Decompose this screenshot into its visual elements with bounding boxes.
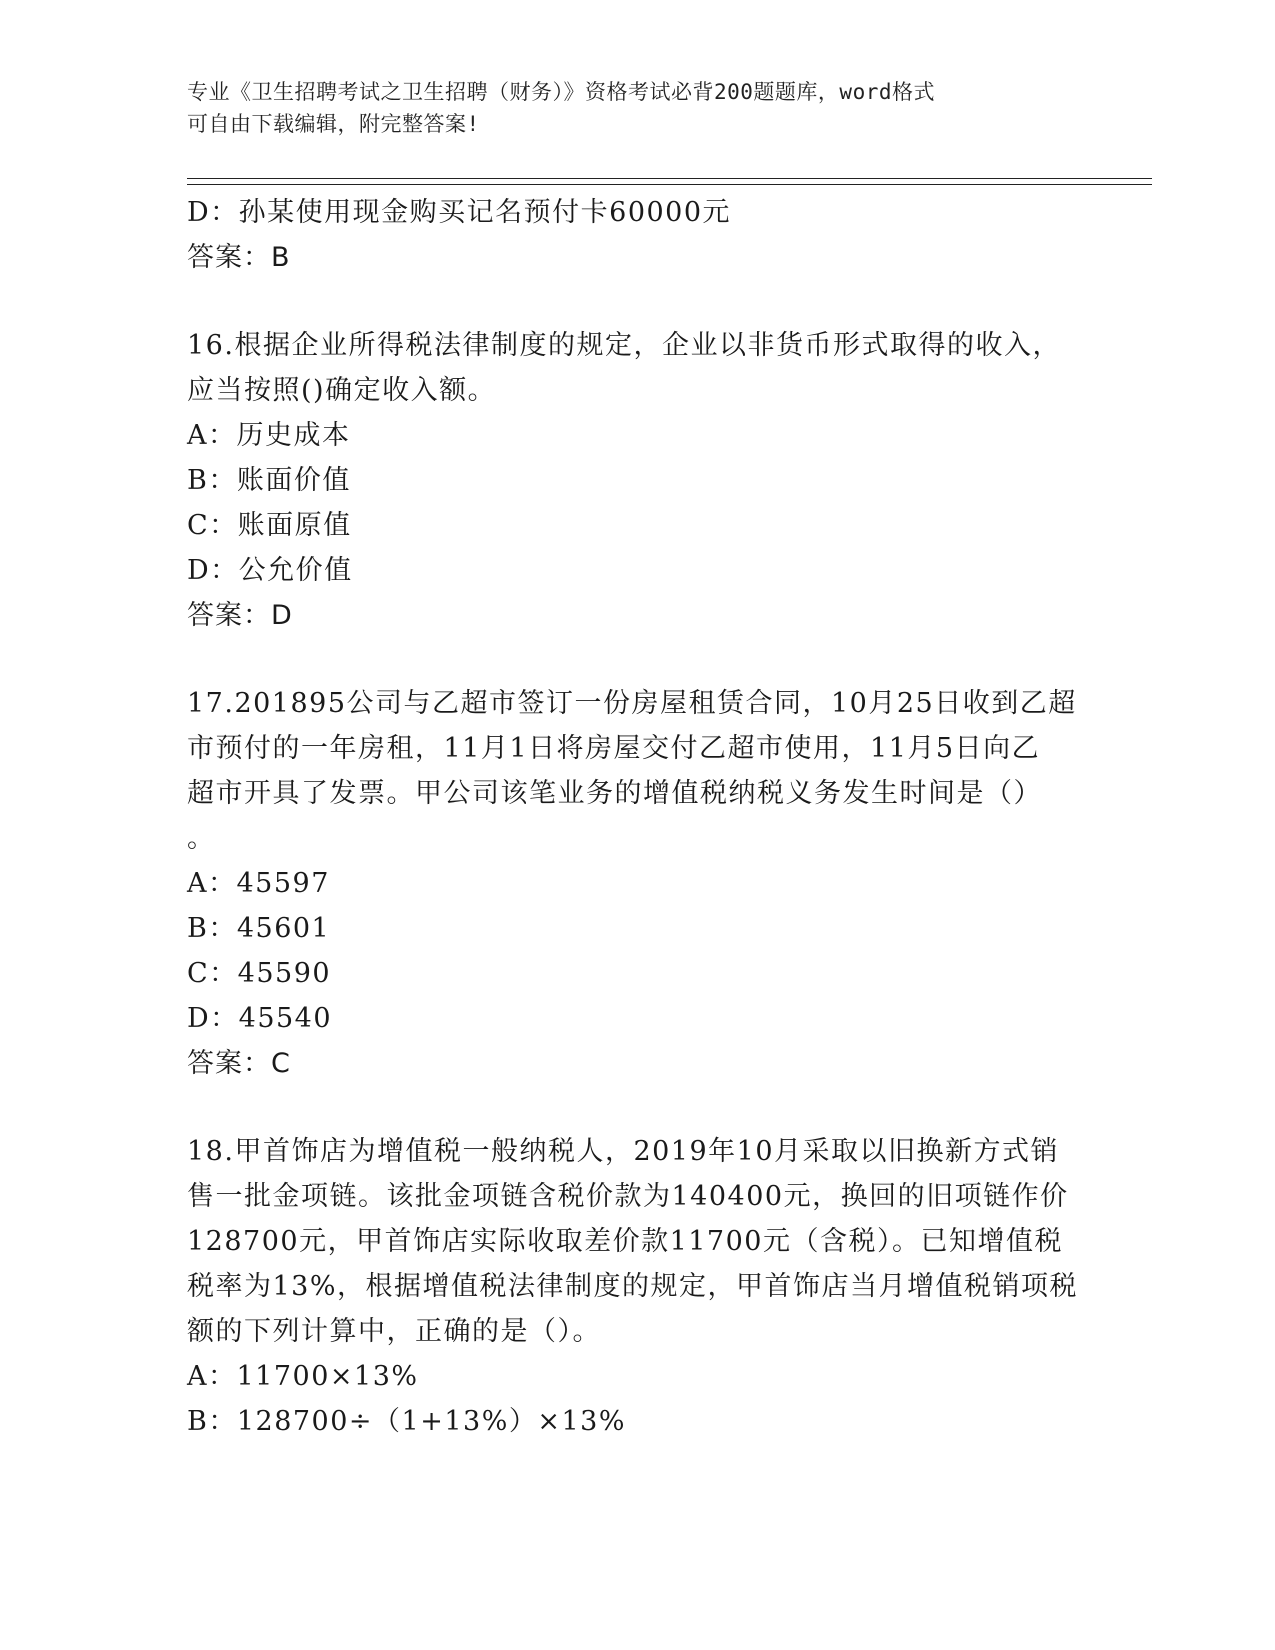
question-16 (187, 323, 1107, 638)
option-a: A：11700×13% (187, 1361, 419, 1392)
option-a: A：历史成本 (187, 420, 351, 451)
question-line: 额的下列计算中，正确的是（）。 (187, 1316, 601, 1347)
option-c: C：账面原值 (187, 510, 352, 541)
question-line: 。 (187, 823, 216, 854)
question-18 (187, 1129, 1107, 1444)
question-line: 应当按照()确定收入额。 (187, 375, 497, 406)
option-d: D：孙某使用现金购买记名预付卡60000元 (187, 197, 732, 228)
previous-question-tail (187, 190, 1107, 280)
question-line: 市预付的一年房租，11月1日将房屋交付乙超市使用，11月5日向乙 (187, 733, 1041, 764)
header-line-2: 可自由下载编辑，附完整答案! (187, 112, 480, 136)
header-divider-bottom (187, 184, 1152, 185)
question-line: 超市开具了发票。甲公司该笔业务的增值税纳税义务发生时间是（） (187, 778, 1042, 809)
question-line: 售一批金项链。该批金项链含税价款为140400元，换回的旧项链作价 (187, 1181, 1069, 1212)
option-c: C：45590 (187, 958, 332, 989)
question-17 (187, 681, 1107, 1086)
option-d: D：45540 (187, 1003, 333, 1034)
answer-line: 答案：D (187, 600, 293, 631)
answer-line: 答案：C (187, 1048, 291, 1079)
question-text (187, 323, 1107, 413)
document-body (187, 190, 1107, 1444)
question-text (187, 1129, 1107, 1354)
document-header (187, 76, 1087, 140)
option-b: B：128700÷（1+13%）×13% (187, 1406, 626, 1437)
question-line: 17.201895公司与乙超市签订一份房屋租赁合同，10月25日收到乙超 (187, 688, 1077, 719)
question-line: 税率为13%，根据增值税法律制度的规定，甲首饰店当月增值税销项税 (187, 1271, 1079, 1302)
question-text (187, 681, 1107, 861)
option-d: D：公允价值 (187, 555, 353, 586)
option-a: A：45597 (187, 868, 330, 899)
question-line: 18.甲首饰店为增值税一般纳税人，2019年10月采取以旧换新方式销 (187, 1136, 1060, 1167)
header-line-1: 专业《卫生招聘考试之卫生招聘（财务）》资格考试必背200题题库，word格式 (187, 80, 935, 104)
answer-line: 答案：B (187, 242, 291, 273)
option-b: B：45601 (187, 913, 331, 944)
question-line: 128700元，甲首饰店实际收取差价款11700元（含税）。已知增值税 (187, 1226, 1063, 1257)
header-divider-top (187, 178, 1152, 179)
option-b: B：账面价值 (187, 465, 351, 496)
question-line: 16.根据企业所得税法律制度的规定，企业以非货币形式取得的收入， (187, 330, 1061, 361)
